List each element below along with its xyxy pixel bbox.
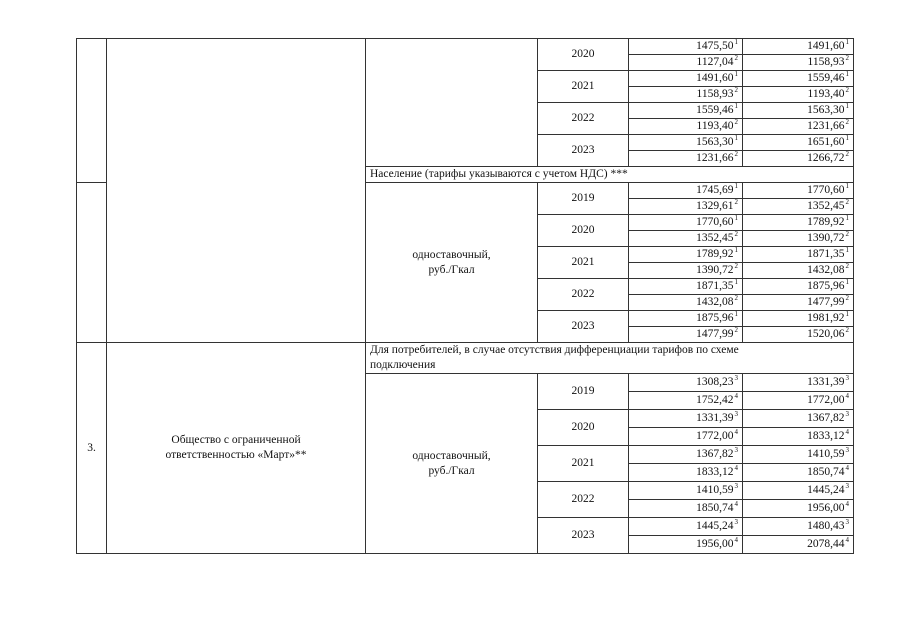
tariff-value: 1158,93$^2$: [743, 55, 854, 71]
tariff-value: 1563,30$^1$: [743, 103, 854, 119]
tariff-value: 1563,30$^1$: [629, 135, 743, 151]
tariff-value: 1956,00$^4$: [743, 500, 854, 518]
tariff-value: 1981,92$^1$: [743, 311, 854, 327]
year-cell: 2022: [538, 279, 629, 311]
rate-type-cell: [366, 374, 538, 554]
tariff-value: 1875,96$^1$: [743, 279, 854, 295]
tariff-value: 1833,12$^4$: [743, 428, 854, 446]
tariff-value: 1193,40$^2$: [743, 87, 854, 103]
rate-type-cell: [366, 183, 538, 343]
organization-name: [107, 343, 366, 554]
year-cell: 2023: [538, 135, 629, 167]
year-cell: 2020: [538, 39, 629, 71]
tariff-value: 1193,40$^2$: [629, 119, 743, 135]
tariff-value: 1410,59$^3$: [629, 482, 743, 500]
tariff-value: 1331,39$^3$: [743, 374, 854, 392]
tariff-value: 1559,46$^1$: [743, 71, 854, 87]
tariff-value: 1266,72$^2$: [743, 151, 854, 167]
tariff-value: 1789,92$^1$: [743, 215, 854, 231]
tariff-value: 1390,72$^2$: [743, 231, 854, 247]
rate-type-cell: [366, 39, 538, 167]
year-cell: 2020: [538, 215, 629, 247]
tariff-value: 1445,24$^3$: [743, 482, 854, 500]
year-cell: 2023: [538, 311, 629, 343]
tariff-value: 2078,44$^4$: [743, 536, 854, 554]
year-cell: 2021: [538, 71, 629, 103]
section-heading-line: подключения: [370, 359, 436, 371]
year-cell: 2020: [538, 410, 629, 446]
tariff-value: 1871,35$^1$: [629, 279, 743, 295]
tariff-value: 1956,00$^4$: [629, 536, 743, 554]
tariff-value: 1850,74$^4$: [743, 464, 854, 482]
year-cell: 2022: [538, 103, 629, 135]
row-number-3: 3.: [77, 343, 107, 554]
table-row: [77, 343, 854, 374]
tariff-value: 1475,50$^1$: [629, 39, 743, 55]
tariff-value: 1520,06$^2$: [743, 327, 854, 343]
year-cell: 2019: [538, 183, 629, 215]
rate-unit-line: руб./Гкал: [428, 263, 475, 276]
tariff-value: 1745,69$^1$: [629, 183, 743, 199]
tariff-value: 1491,60$^1$: [629, 71, 743, 87]
year-cell: 2021: [538, 247, 629, 279]
tariff-value: 1445,24$^3$: [629, 518, 743, 536]
section-heading-consumers: [366, 343, 854, 374]
tariff-value: 1158,93$^2$: [629, 87, 743, 103]
tariff-value: 1432,08$^2$: [743, 263, 854, 279]
section-heading-population: Население (тарифы указываются с учетом НДС) ***: [366, 167, 854, 183]
tariff-value: 1331,39$^3$: [629, 410, 743, 428]
tariff-value: 1308,23$^3$: [629, 374, 743, 392]
tariff-value: 1477,99$^2$: [743, 295, 854, 311]
tariff-value: 1871,35$^1$: [743, 247, 854, 263]
organization-name-line: ответственностью «Март»**: [165, 449, 307, 461]
tariff-value: 1367,82$^3$: [743, 410, 854, 428]
tariff-value: 1352,45$^2$: [629, 231, 743, 247]
rate-unit-line: руб./Гкал: [428, 464, 475, 477]
tariff-value: 1127,04$^2$: [629, 55, 743, 71]
organization-name-line: Общество с ограниченной: [171, 434, 301, 446]
year-cell: 2023: [538, 518, 629, 554]
tariff-value: 1875,96$^1$: [629, 311, 743, 327]
organization-cell: [107, 39, 366, 343]
tariff-value: 1770,60$^1$: [629, 215, 743, 231]
tariff-value: 1772,00$^4$: [743, 392, 854, 410]
tariff-value: 1752,42$^4$: [629, 392, 743, 410]
tariff-value: 1231,66$^2$: [629, 151, 743, 167]
year-cell: 2022: [538, 482, 629, 518]
tariff-value: 1491,60$^1$: [743, 39, 854, 55]
row-number-cell: [77, 39, 107, 183]
year-cell: 2021: [538, 446, 629, 482]
tariff-value: 1850,74$^4$: [629, 500, 743, 518]
tariff-value: 1480,43$^3$: [743, 518, 854, 536]
row-number-cell: [77, 183, 107, 343]
tariff-value: 1352,45$^2$: [743, 199, 854, 215]
tariff-value: 1410,59$^3$: [743, 446, 854, 464]
tariff-table: [76, 38, 854, 554]
year-cell: 2019: [538, 374, 629, 410]
tariff-value: 1651,60$^1$: [743, 135, 854, 151]
rate-type-line: одноставочный,: [412, 248, 491, 261]
tariff-value: 1772,00$^4$: [629, 428, 743, 446]
tariff-value: 1367,82$^3$: [629, 446, 743, 464]
table-row: [77, 39, 854, 55]
tariff-value: 1432,08$^2$: [629, 295, 743, 311]
rate-type-line: одноставочный,: [412, 449, 491, 462]
tariff-value: 1477,99$^2$: [629, 327, 743, 343]
tariff-value: 1231,66$^2$: [743, 119, 854, 135]
tariff-value: 1789,92$^1$: [629, 247, 743, 263]
section-heading-line: Для потребителей, в случае отсутствия дифференциации тарифов по схеме: [370, 344, 739, 356]
tariff-table-body: [77, 39, 854, 554]
tariff-value: 1770,60$^1$: [743, 183, 854, 199]
tariff-value: 1833,12$^4$: [629, 464, 743, 482]
tariff-value: 1329,61$^2$: [629, 199, 743, 215]
tariff-value: 1390,72$^2$: [629, 263, 743, 279]
tariff-value: 1559,46$^1$: [629, 103, 743, 119]
